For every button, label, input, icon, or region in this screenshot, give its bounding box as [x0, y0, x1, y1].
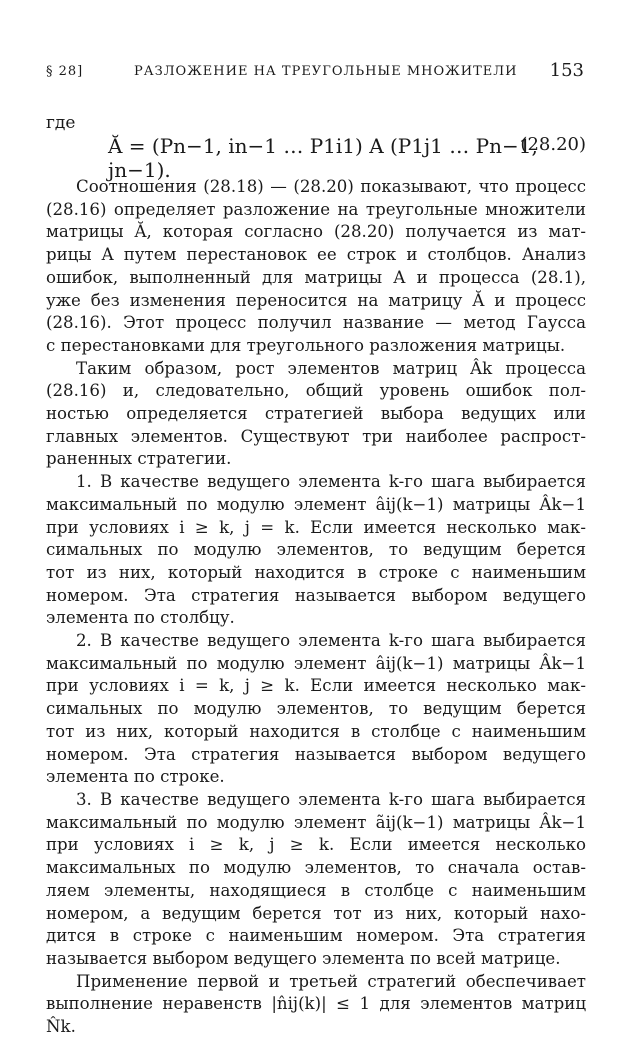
text-line: при условиях i ≥ k, j = k. Если имеется несколько мак-: [46, 517, 586, 537]
text-line: при условиях i = k, j ≥ k. Если имеется несколько мак-: [46, 676, 586, 696]
body-text: [46, 176, 586, 1039]
text-line: (28.16) определяет разложение на треугольные множители: [46, 199, 586, 219]
text-line: Применение первой и третьей стратегий обеспечивает: [76, 971, 586, 991]
text-line: (28.16) и, следовательно, общий уровень ошибок пол-: [46, 381, 586, 401]
text-line: главных элементов. Существуют три наиболее распрост-: [46, 426, 586, 446]
text-line: Соотношения (28.18) — (28.20) показывают, что процесс: [76, 177, 586, 196]
text-line: ностью определяется стратегией выбора ведущих или: [46, 404, 586, 424]
text-line: номером. Эта стратегия называется выбором ведущего: [46, 744, 586, 764]
equation-28-20: [108, 134, 586, 182]
text-line: Таким образом, рост элементов матриц Âk процесса: [76, 358, 586, 378]
text-line: тот из них, который находится в столбце с наименьшим: [46, 721, 586, 741]
chapter-title: РАЗЛОЖЕНИЕ НА ТРЕУГОЛЬНЫЕ МНОЖИТЕЛИ: [134, 64, 518, 79]
text-line: 3. В качестве ведущего элемента k-го шага выбирается: [76, 789, 586, 809]
text-line: максимальный по модулю элемент âij(k−1) матрицы Âk−1: [46, 494, 586, 514]
text-line: (28.16). Этот процесс получил название — метод Гаусса: [46, 313, 586, 333]
text-line: симальных по модулю элементов, то ведущим берется: [46, 699, 586, 719]
text-line: рицы A путем перестановок ее строк и столбцов. Анализ: [46, 245, 586, 265]
equation-number: (28.20): [520, 134, 586, 155]
text-line: уже без изменения переносится на матрицу Ă и процесс: [46, 290, 586, 310]
text-line: максимальный по модулю элемент ãij(k−1) матрицы Âk−1: [46, 812, 586, 832]
text-line: элемента по строке.: [46, 767, 225, 787]
text-line: называется выбором ведущего элемента по всей матрице.: [46, 948, 561, 968]
text-line: номером. Эта стратегия называется выбором ведущего: [46, 585, 586, 605]
text-line: элемента по столбцу.: [46, 608, 235, 628]
text-line: выполнение неравенств |n̂ij(k)| ≤ 1 для элементов матриц N̂k.: [46, 994, 586, 1037]
where-label: где: [46, 113, 76, 133]
text-line: раненных стратегии.: [46, 449, 232, 469]
text-line: при условиях i ≥ k, j ≥ k. Если имеется несколько: [46, 835, 586, 855]
text-line: с перестановками для треугольного разложения матрицы.: [46, 335, 566, 355]
text-line: 1. В качестве ведущего элемента k-го шага выбирается: [76, 472, 586, 492]
text-line: дится в строке с наименьшим номером. Эта стратегия: [46, 926, 586, 946]
text-line: максимальный по модулю элемент âij(k−1) матрицы Âk−1: [46, 653, 586, 673]
running-header: [46, 60, 584, 84]
text-line: ляем элементы, находящиеся в столбце с наименьшим: [46, 880, 586, 900]
section-ref: § 28]: [46, 64, 84, 79]
text-line: ошибок, выполненный для матрицы A и процесса (28.1),: [46, 267, 586, 287]
text-line: номером, а ведущим берется тот из них, который нахо-: [46, 903, 586, 923]
text-line: 2. В качестве ведущего элемента k-го шага выбирается: [76, 631, 586, 651]
text-line: симальных по модулю элементов, то ведущим берется: [46, 540, 586, 560]
equation-text: Ă = (Pn−1, in−1 … P1i1) A (P1j1 … Pn−1, jn−1).: [108, 134, 538, 182]
text-line: тот из них, который находится в строке с наименьшим: [46, 562, 586, 582]
text-line: максимальных по модулю элементов, то сначала остав-: [46, 858, 586, 878]
page-number: 153: [549, 60, 584, 81]
text-line: матрицы Ă, которая согласно (28.20) получается из мат-: [46, 222, 586, 242]
